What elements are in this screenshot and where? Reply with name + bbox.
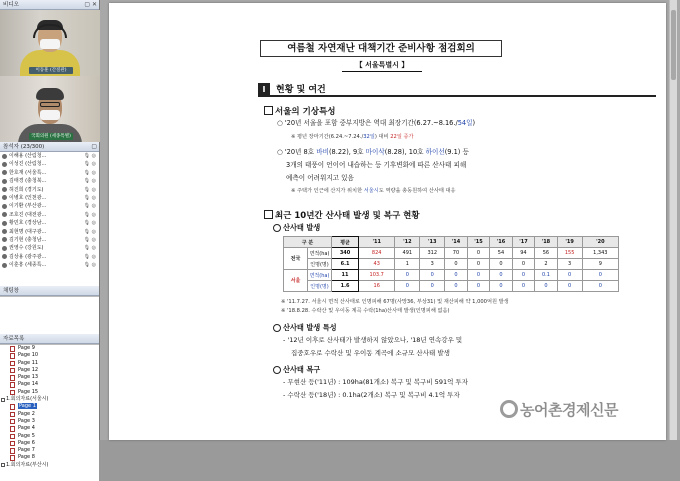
table-cell: 70 [445,248,467,259]
table-row [284,259,619,270]
participant-row[interactable] [0,211,99,219]
table-row [284,248,619,259]
participant-name: 이병호 (인천광... [9,194,47,201]
participant-row[interactable] [0,253,99,261]
tree-label: 1.회의자료(부산시) [6,461,49,468]
user-icon [2,212,7,217]
user-icon [2,263,7,268]
participant-row[interactable] [0,236,99,244]
table-cell: 11 [332,270,359,281]
page-icon [10,390,15,396]
participant-name: 최현명 (대구광... [9,228,47,235]
chat-area[interactable] [0,296,99,334]
table-note-1: ※ '11.7.27. 서울시 면적 산사태로 인명피해 67명(사망36, 부상31) 및 재산피해 약 1,000억원 발생 [281,299,509,305]
table-cell: 0 [445,281,467,292]
table-cell: 0 [582,281,618,292]
highlight: 마이삭 [365,148,385,156]
participant-name: 황민호 (경상남... [9,220,47,227]
table-cell: 0 [512,281,534,292]
tree-page-item[interactable] [0,345,99,352]
table-cell: 2 [535,259,557,270]
video-name-1: 이동훈 (간질관) [29,67,73,74]
tree-label: Page 13 [18,374,39,381]
table-header-cell: 평균 [332,237,359,248]
table-cell: 0 [512,259,534,270]
text: 수락산 등('18년) : 0.1ha(2개소) 복구 및 복구비 4.1억 투자 [287,391,460,399]
tree-label: Page 2 [18,410,35,417]
folder-icon [1,398,5,402]
table-cell: 0 [467,259,489,270]
paragraph-typhoons: ○ '20년 8호 바비(8.22), 9호 마이삭(8.28), 10호 하이선(9.1) 등 3개의 태풍이 언이어 내습하는 등 기후변화에 따른 산사태 피해 예측이 어려워지고 있음 [277,148,469,182]
tree-label: Page 15 [18,388,39,395]
video-panel-header [0,0,99,10]
video-tile-1[interactable] [0,10,100,76]
table-cell: 9 [582,259,618,270]
page-icon [10,382,15,388]
mic-camera-icons[interactable]: 🎙 ◎ [83,178,96,185]
tree-folder[interactable] [0,396,99,403]
table-cell: 312 [420,248,445,259]
paragraph-characteristics: - '12년 이후로 산사태가 발생하지 않았으나, '18년 연속강우 및 집중호우로 수락산 및 우이동 계곡에 소규모 산사태 발생 [283,336,463,357]
table-header-cell: '19 [557,237,582,248]
participant-name: 이기환 (부산광... [9,203,47,210]
table-cell: 56 [535,248,557,259]
participant-row[interactable] [0,261,99,269]
highlight: 하이선 [425,148,445,156]
text: ) [472,119,476,127]
highlight: 32일 [363,134,375,140]
text: '20년 서울을 포함 중부지방은 역대 최장기간(6.27.~8.16./ [284,119,458,127]
video-tile-2[interactable] [0,76,100,142]
tree-page-item[interactable] [0,352,99,359]
docs-title: 자료목록 [3,336,25,342]
tree-page-item[interactable] [0,433,99,440]
document-viewer [101,0,680,440]
user-icon [2,187,7,192]
tree-label: Page 14 [18,381,39,388]
tree-label: Page 6 [18,439,35,446]
table-cell: 103.7 [359,270,395,281]
table-header-row [284,237,619,248]
mic-camera-icons[interactable]: 🎙 ◎ [83,161,96,168]
table-cell: 1,343 [582,248,618,259]
text: ※ 주택가 인근에 산지가 위치한 [291,188,364,194]
page-icon [10,404,15,410]
section-rule [270,95,656,97]
text: 무현산 등('11년) : 109ha(81개소) 복구 및 복구비 591억 투자 [287,378,468,386]
video-name-2: 국회의원 (세종특별) [29,133,73,140]
table-header-cell: '12 [395,237,420,248]
chat-header [0,286,99,296]
mic-camera-icons[interactable]: 🎙 ◎ [83,194,96,201]
table-cell: 491 [395,248,420,259]
table-group-cell: 서울 [284,270,308,292]
chat-title: 채팅창 [3,288,19,294]
participant-row[interactable] [0,152,99,160]
highlight: 바비 [316,148,329,156]
user-icon [2,246,7,251]
page-icon [10,419,15,425]
text: (9.1) 등 [444,148,469,156]
vertical-scrollbar[interactable] [669,0,677,440]
text: 도 역량을 총동원하여 산사태 대응 [378,188,456,194]
table-cell: 0 [467,248,489,259]
participant-row[interactable] [0,160,99,168]
highlight: 54일 [457,119,473,127]
tree-label: Page 3 [18,417,35,424]
text: ※ 평년 장마기간(6.24.~7.24./ [291,134,364,140]
person-hair [36,88,64,100]
table-header-cell: '20 [582,237,618,248]
tree-page-item[interactable] [0,454,99,461]
table-header-cell: '16 [490,237,512,248]
tree-page-item[interactable] [0,425,99,432]
document-page [109,3,666,440]
watermark: 농어촌경제신문 [520,401,618,419]
table-cell: 0 [490,270,512,281]
table-cell: 0 [420,281,445,292]
page-icon [10,412,15,418]
glasses [40,102,60,107]
page-icon [10,368,15,374]
table-cell: 3 [420,259,445,270]
table-header-cell: '15 [467,237,489,248]
page-icon [10,375,15,381]
participant-row[interactable] [0,177,99,185]
table-cell: 0 [490,281,512,292]
folder-icon [1,463,5,467]
page-icon [10,434,15,440]
table-cell: 0 [467,270,489,281]
mic-camera-icons[interactable]: 🎙 ◎ [83,220,96,227]
participant-row[interactable] [0,186,99,194]
table-cell: 0 [445,259,467,270]
panel-controls-icon[interactable]: ▢ ✕ [84,1,97,8]
table-cell: 0 [582,270,618,281]
table-cell: 0 [445,270,467,281]
table-cell: 340 [332,248,359,259]
user-icon [2,195,7,200]
section-label: 현황 및 여건 [276,85,326,95]
tree-page-item[interactable] [0,440,99,447]
mic-camera-icons[interactable]: 🎙 ◎ [83,253,96,260]
table-cell: 0 [535,281,557,292]
mask [40,110,60,120]
tree-page-item[interactable] [0,389,99,396]
tree-page-item[interactable] [0,418,99,425]
mic-camera-icons[interactable]: 🎙 ◎ [83,186,96,193]
participant-row[interactable] [0,202,99,210]
left-panel [0,0,100,468]
table-cell: 43 [359,259,395,270]
participants-header [0,142,99,152]
mic-camera-icons[interactable]: 🎙 ◎ [83,211,96,218]
table-header-cell: 구 분 [284,237,332,248]
subheading-recovery: 산사태 복구 [273,365,320,375]
participant-name: 이훈흥 (세종특... [9,262,47,269]
mic-camera-icons[interactable]: 🎙 ◎ [83,245,96,252]
table-cell: 16 [359,281,395,292]
participant-name: 한호재 (서울특... [9,169,47,176]
table-header-cell: '13 [420,237,445,248]
page-subtitle: 【 서울특별시 】 [342,60,422,70]
table-sub-cell: 면적(ha) [308,248,332,259]
page-icon [10,361,15,367]
note-seoul [291,187,651,195]
tree-page-item[interactable] [0,360,99,367]
text: 3개의 태풍이 언이어 내습하는 등 기후변화에 따른 산사태 피해 [286,161,467,169]
table-cell: 155 [557,248,582,259]
user-icon [2,204,7,209]
highlight: 서울시 [363,188,379,194]
participant-name: 김태경 (충청북... [9,178,47,185]
tree-list [0,345,99,469]
text: '12년 이후로 산사태가 발생하지 않았으나, '18년 연속강우 및 [287,336,463,344]
user-icon [2,254,7,259]
table-cell: 0 [490,259,512,270]
text: (8.28), 10호 [384,148,426,156]
table-sub-cell: 인명(명) [308,281,332,292]
scroll-thumb[interactable] [671,10,676,80]
docs-header [0,334,99,344]
recovery-item-2: - 수락산 등('18년) : 0.1ha(2개소) 복구 및 복구비 4.1억 투자 [283,391,460,399]
user-icon [2,170,7,175]
page-icon [10,448,15,454]
page-icon [10,346,15,352]
tree-page-item[interactable] [0,367,99,374]
mic-camera-icons[interactable]: 🎙 ◎ [83,236,96,243]
table-cell: 0 [557,281,582,292]
user-icon [2,221,7,226]
participant-row[interactable] [0,219,99,227]
tree-label: Page 7 [18,447,35,454]
text: ) 대비 [374,134,391,140]
page-title: 여름철 자연재난 대책기간 준비사항 점검회의 [260,40,502,57]
table-cell: 1.6 [332,281,359,292]
participant-name: 김기현 (충청남... [9,236,47,243]
participant-row[interactable] [0,169,99,177]
participant-list [0,152,99,286]
text: 집중호우로 수락산 및 우이동 계곡에 소규모 산사태 발생 [291,349,450,357]
page-icon [10,441,15,447]
table-header-cell: '17 [512,237,534,248]
participant-name: 김상용 (광주광... [9,253,47,260]
table-header-cell: '14 [445,237,467,248]
table-row [284,270,619,281]
table-cell: 0 [395,270,420,281]
watermark-logo-icon [500,400,518,418]
subheading-characteristics: 산사태 발생 특성 [273,323,337,333]
table-sub-cell: 면적(ha) [308,270,332,281]
table-note-2: ※ '18.8.28. 수락산 및 우이동 계곡 수락(1ha)산사태 발생(인명피해 없음) [281,308,450,314]
table-cell: 1 [395,259,420,270]
table-header-cell: '11 [359,237,395,248]
table-header-cell: '18 [535,237,557,248]
subheading-occurrence: 산사태 발생 [273,223,320,233]
table-cell: 6.1 [332,259,359,270]
user-icon [2,237,7,242]
participant-name: 조호진 (대전광... [9,211,47,218]
tree-label: 1.회의자료(서울시) [6,396,49,403]
table-group-cell: 전국 [284,248,308,270]
tree-label: Page 8 [18,454,35,461]
user-icon [2,154,7,159]
user-icon [2,162,7,167]
panel-controls-icon[interactable]: ▢ [91,143,97,150]
tree-page-item[interactable] [0,411,99,418]
mic-camera-icons[interactable]: 🎙 ◎ [83,203,96,210]
section-header [258,83,656,97]
table-row [284,281,619,292]
table-cell: 3 [557,259,582,270]
section-number: Ⅰ [258,83,270,97]
table-cell: 0 [467,281,489,292]
text: '20년 8호 [284,148,317,156]
document-tree [0,344,99,481]
participant-name: 이해용 (산림청... [9,153,47,159]
user-icon [2,179,7,184]
table-cell: 94 [512,248,534,259]
tree-page-item[interactable] [0,403,99,410]
note-rainy-season [291,133,651,141]
table-cell: 0 [420,270,445,281]
text: 예측이 어려워지고 있음 [286,174,354,182]
participant-row[interactable] [0,228,99,236]
table-cell: 54 [490,248,512,259]
highlight: 22일 증가 [390,134,414,140]
tree-label: Page 9 [18,345,35,351]
table-cell: 0 [557,270,582,281]
tree-label: Page 1 [19,403,36,410]
text: (8.22), 9호 [328,148,366,156]
mic-camera-icons[interactable]: 🎙 ◎ [83,169,96,176]
mic-camera-icons[interactable]: 🎙 ◎ [83,153,96,159]
tree-label: Page 11 [18,359,39,366]
video-panel-title: 비디오 [3,2,19,8]
mask [40,39,60,49]
page-icon [10,455,15,461]
tree-label: Page 5 [18,432,35,439]
heading-landslide: 최근 10년간 산사태 발생 및 복구 현황 [264,209,420,221]
participant-name: 허진희 (경기도) [9,186,44,193]
heading-weather: 서울의 기상특성 [264,105,335,117]
participant-name: 이성진 (산림청... [9,161,47,168]
participant-row[interactable] [0,244,99,252]
page-icon [10,426,15,432]
table-sub-cell: 인명(명) [308,259,332,270]
tree-page-item[interactable] [0,374,99,381]
mic-camera-icons[interactable]: 🎙 ◎ [83,228,96,235]
participant-name: 권영수 (강원도) [9,245,44,252]
mic-camera-icons[interactable]: 🎙 ◎ [83,262,96,269]
tree-page-item[interactable] [0,381,99,388]
table-cell: 0 [395,281,420,292]
table-cell: 0.1 [535,270,557,281]
paragraph-rainy-season: ○ '20년 서울을 포함 중부지방은 역대 최장기간(6.27.~8.16./54일) [277,119,476,127]
tree-folder[interactable] [0,462,99,469]
recovery-item-1: - 무현산 등('11년) : 109ha(81개소) 복구 및 복구비 591억 투자 [283,378,468,386]
participant-row[interactable] [0,194,99,202]
tree-label: Page 12 [18,366,39,373]
landslide-table [283,236,619,292]
table-cell: 0 [512,270,534,281]
page-icon [10,353,15,359]
tree-label: Page 4 [18,425,35,432]
participants-count: 참석자 (23/300) [3,144,45,150]
tree-label: Page 10 [18,352,39,359]
table-cell: 824 [359,248,395,259]
user-icon [2,229,7,234]
tree-page-item[interactable] [0,447,99,454]
